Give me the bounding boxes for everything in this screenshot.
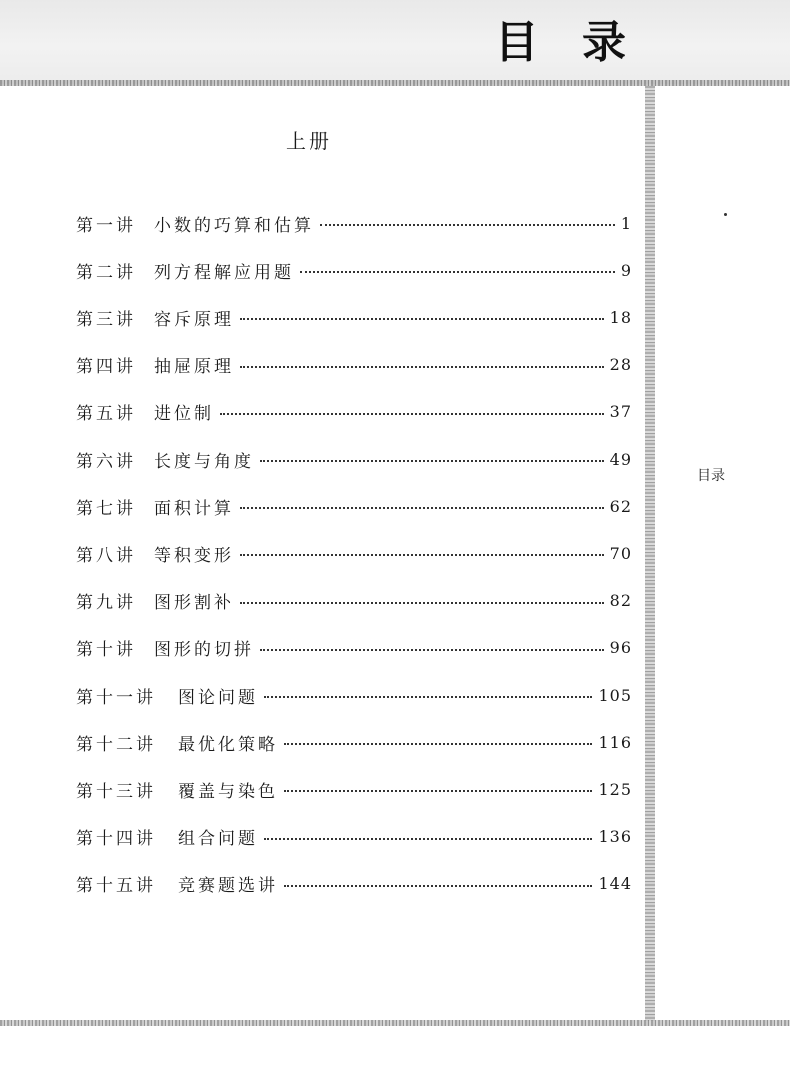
header-divider <box>0 80 790 86</box>
page-number: 9 <box>620 260 632 280</box>
lecture-number: 第十讲 <box>76 640 136 661</box>
lecture-title: 图形割补 <box>154 593 234 614</box>
side-section-label: 目录 <box>697 468 725 484</box>
page-title: 目 录 <box>494 17 640 68</box>
lecture-title: 组合问题 <box>178 829 258 850</box>
page-number: 62 <box>609 496 632 516</box>
lecture-number: 第六讲 <box>76 451 136 472</box>
lecture-number: 第八讲 <box>76 545 136 566</box>
toc-entry[interactable] <box>76 588 632 614</box>
lecture-title: 图论问题 <box>178 687 258 708</box>
dot-leader <box>240 366 604 368</box>
print-speck <box>724 213 727 216</box>
bottom-divider <box>0 1020 790 1026</box>
lecture-number: 第七讲 <box>76 498 136 519</box>
dot-leader <box>264 696 592 698</box>
page-number: 105 <box>598 685 632 705</box>
page-number: 96 <box>609 638 632 658</box>
lecture-title: 长度与角度 <box>154 451 254 472</box>
page-number: 70 <box>609 543 632 563</box>
lecture-number: 第十五讲 <box>76 876 156 897</box>
dot-leader <box>264 838 592 840</box>
toc-entry[interactable] <box>76 540 632 566</box>
page-number: 18 <box>609 307 632 327</box>
side-divider <box>645 86 655 1021</box>
lecture-title: 面积计算 <box>154 498 234 519</box>
lecture-number: 第五讲 <box>76 404 136 425</box>
page-number: 49 <box>609 449 632 469</box>
lecture-title: 小数的巧算和估算 <box>154 215 314 236</box>
dot-leader <box>300 271 615 273</box>
page-number: 116 <box>598 732 632 752</box>
page-number: 136 <box>598 827 632 847</box>
dot-leader <box>240 318 604 320</box>
lecture-title: 竞赛题选讲 <box>178 876 278 897</box>
toc-entry[interactable] <box>76 352 632 378</box>
lecture-title: 列方程解应用题 <box>154 262 294 283</box>
page-number: 28 <box>609 355 632 375</box>
toc-entry[interactable] <box>76 635 632 661</box>
toc-entry[interactable] <box>76 871 632 897</box>
page-number: 144 <box>598 874 632 894</box>
dot-leader <box>260 460 604 462</box>
dot-leader <box>240 602 604 604</box>
lecture-number: 第一讲 <box>76 215 136 236</box>
lecture-number: 第十一讲 <box>76 687 156 708</box>
page-number: 37 <box>609 402 632 422</box>
lecture-number: 第十四讲 <box>76 829 156 850</box>
dot-leader <box>284 885 592 887</box>
toc-entry[interactable] <box>76 304 632 330</box>
toc-entry[interactable] <box>76 729 632 755</box>
toc-entry[interactable] <box>76 446 632 472</box>
dot-leader <box>284 790 592 792</box>
volume-title: 上册 <box>286 129 332 153</box>
page-number: 125 <box>598 779 632 799</box>
lecture-number: 第四讲 <box>76 357 136 378</box>
lecture-title: 图形的切拼 <box>154 640 254 661</box>
dot-leader <box>240 507 604 509</box>
lecture-title: 覆盖与染色 <box>178 781 278 802</box>
dot-leader <box>240 554 604 556</box>
lecture-number: 第十二讲 <box>76 734 156 755</box>
dot-leader <box>320 224 615 226</box>
lecture-title: 容斥原理 <box>154 309 234 330</box>
toc-entry[interactable] <box>76 493 632 519</box>
toc-entry[interactable] <box>76 257 632 283</box>
toc-entry[interactable] <box>76 776 632 802</box>
toc-entry[interactable] <box>76 399 632 425</box>
lecture-title: 进位制 <box>154 404 214 425</box>
lecture-title: 抽屉原理 <box>154 357 234 378</box>
dot-leader <box>220 413 604 415</box>
toc-entry[interactable] <box>76 824 632 850</box>
toc-entry[interactable] <box>76 682 632 708</box>
header-band <box>0 0 790 84</box>
toc-entry[interactable] <box>76 210 632 236</box>
lecture-title: 最优化策略 <box>178 734 278 755</box>
page-number: 1 <box>620 213 632 233</box>
lecture-number: 第九讲 <box>76 593 136 614</box>
page-number: 82 <box>609 591 632 611</box>
lecture-number: 第三讲 <box>76 309 136 330</box>
lecture-number: 第二讲 <box>76 262 136 283</box>
dot-leader <box>284 743 592 745</box>
lecture-title: 等积变形 <box>154 545 234 566</box>
dot-leader <box>260 649 604 651</box>
lecture-number: 第十三讲 <box>76 781 156 802</box>
